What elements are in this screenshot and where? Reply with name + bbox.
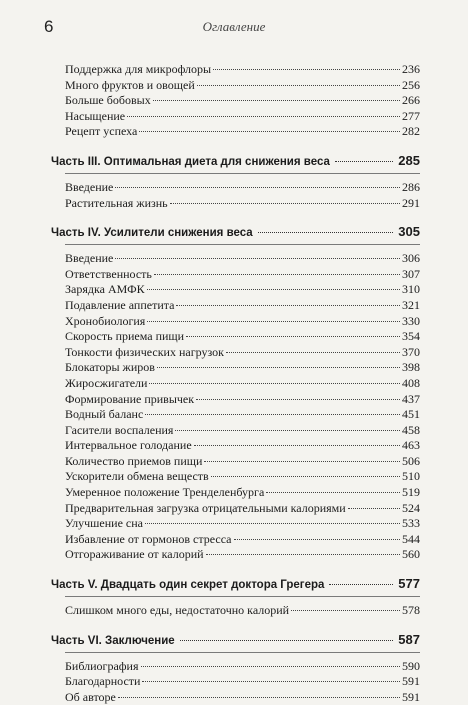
toc-entry: [51, 93, 420, 109]
dot-leader: [266, 492, 400, 493]
toc-entry: [51, 516, 420, 532]
toc-entry-page: 277: [402, 108, 420, 123]
toc-entry-title: Водный баланс: [65, 407, 144, 422]
toc-entry-page: 286: [402, 179, 420, 194]
dot-leader: [118, 697, 400, 698]
dot-leader: [154, 274, 400, 275]
dot-leader: [115, 258, 400, 259]
toc-entry-page: 510: [402, 469, 420, 484]
toc-part-heading: [51, 223, 420, 240]
dot-leader: [196, 399, 400, 400]
toc-entry-title: Больше бобовых: [65, 93, 151, 108]
part-divider: [65, 244, 420, 245]
dot-leader: [197, 85, 400, 86]
dot-leader: [258, 232, 394, 233]
toc-entry-title: Введение: [65, 251, 114, 266]
toc-entry: [51, 438, 420, 454]
part-divider: [65, 173, 420, 174]
toc-entry-title: Количество приемов пищи: [65, 453, 203, 468]
toc-entry-page: 310: [402, 282, 420, 297]
toc-entry: [51, 329, 420, 345]
toc-entry-title: Интервальное голодание: [65, 438, 192, 453]
dot-leader: [211, 476, 400, 477]
toc-entry: [51, 674, 420, 690]
dot-leader: [234, 539, 400, 540]
dot-leader: [335, 161, 393, 162]
toc-entry-page: 560: [402, 547, 420, 562]
dot-leader: [180, 640, 394, 641]
toc-entry-page: 578: [402, 603, 420, 618]
toc-entry-page: 458: [402, 422, 420, 437]
toc-entry-title: Подавление аппетита: [65, 297, 175, 312]
table-of-contents: [51, 62, 420, 705]
dot-leader: [348, 508, 400, 509]
toc-entry: [51, 485, 420, 501]
toc-entry: [51, 345, 420, 361]
toc-entry: [51, 298, 420, 314]
toc-entry-title: Много фруктов и овощей: [65, 77, 195, 92]
toc-part-heading: [51, 575, 420, 592]
dot-leader: [147, 289, 400, 290]
toc-entry-title: Слишком много еды, недостаточно калорий: [65, 603, 290, 618]
toc-entry-page: 506: [402, 453, 420, 468]
toc-entry: [51, 659, 420, 675]
toc-entry-title: Гасители воспаления: [65, 422, 174, 437]
dot-leader: [194, 445, 400, 446]
toc-entry-page: 291: [402, 195, 420, 210]
toc-entry: [51, 196, 420, 212]
toc-entry-title: Растительная жизнь: [65, 195, 168, 210]
toc-entry: [51, 78, 420, 94]
toc-entry-title: Ответственность: [65, 266, 152, 281]
part-divider: [65, 652, 420, 653]
dot-leader: [141, 666, 401, 667]
toc-entry-page: 321: [402, 297, 420, 312]
toc-entry-title: Часть V. Двадцать один секрет доктора Грегера: [51, 579, 325, 592]
dot-leader: [157, 367, 400, 368]
toc-entry-page: 354: [402, 329, 420, 344]
toc-entry-page: 305: [398, 224, 420, 240]
toc-part-heading: [51, 152, 420, 169]
toc-entry-title: Отгораживание от калорий: [65, 547, 204, 562]
toc-entry-title: Умеренное положение Тренделенбурга: [65, 485, 265, 500]
toc-entry-page: 236: [402, 62, 420, 76]
toc-entry-page: 256: [402, 77, 420, 92]
dot-leader: [142, 681, 400, 682]
toc-entry: [51, 603, 420, 619]
toc-entry-page: 591: [402, 674, 420, 689]
toc-entry-page: 451: [402, 407, 420, 422]
dot-leader: [186, 336, 400, 337]
toc-entry: [51, 376, 420, 392]
toc-entry: [51, 501, 420, 517]
toc-entry-title: Введение: [65, 179, 114, 194]
toc-entry-title: Благодарности: [65, 674, 141, 689]
toc-entry-title: Жиросжигатели: [65, 375, 148, 390]
toc-entry-title: Блокаторы жиров: [65, 360, 155, 375]
dot-leader: [204, 461, 400, 462]
toc-entry-title: Тонкости физических нагрузок: [65, 344, 224, 359]
toc-entry-page: 590: [402, 658, 420, 673]
toc-entry: [51, 454, 420, 470]
toc-entry-page: 463: [402, 438, 420, 453]
toc-entry-page: 587: [398, 631, 420, 647]
toc-entry: [51, 360, 420, 376]
dot-leader: [175, 430, 400, 431]
toc-entry-title: Ускорители обмена веществ: [65, 469, 209, 484]
toc-entry-page: 533: [402, 516, 420, 531]
toc-entry: [51, 109, 420, 125]
toc-entry-title: Библиография: [65, 658, 139, 673]
dot-leader: [127, 116, 400, 117]
toc-entry-page: 591: [402, 689, 420, 704]
toc-entry-page: 544: [402, 531, 420, 546]
running-head: Оглавление: [202, 19, 266, 34]
toc-entry-title: Часть VI. Заключение: [51, 634, 175, 647]
toc-entry-title: Предварительная загрузка отрицательными калориями: [65, 500, 346, 515]
dot-leader: [291, 610, 400, 611]
toc-entry: [51, 532, 420, 548]
toc-entry-page: 307: [402, 266, 420, 281]
toc-entry-title: Формирование привычек: [65, 391, 195, 406]
toc-entry-page: 266: [402, 93, 420, 108]
dot-leader: [206, 554, 400, 555]
toc-part-heading: [51, 631, 420, 648]
toc-entry: [51, 407, 420, 423]
toc-entry: [51, 251, 420, 267]
toc-entry: [51, 267, 420, 283]
toc-entry-title: Об авторе: [65, 689, 116, 704]
toc-entry-page: 524: [402, 500, 420, 515]
toc-entry: [51, 180, 420, 196]
toc-entry-page: 577: [398, 576, 420, 592]
toc-entry-page: 285: [398, 152, 420, 168]
dot-leader: [149, 383, 400, 384]
toc-entry: [51, 423, 420, 439]
dot-leader: [170, 203, 400, 204]
toc-entry: [51, 547, 420, 563]
dot-leader: [145, 414, 400, 415]
toc-entry-title: Зарядка АМФК: [65, 282, 145, 297]
page-number: 6: [44, 17, 54, 36]
toc-entry-title: Насыщение: [65, 108, 126, 123]
toc-entry: [51, 392, 420, 408]
dot-leader: [145, 523, 400, 524]
dot-leader: [176, 305, 400, 306]
dot-leader: [139, 131, 400, 132]
toc-entry-title: Рецепт успеха: [65, 124, 138, 139]
toc-entry-title: Скорость приема пищи: [65, 329, 185, 344]
toc-entry-page: 370: [402, 344, 420, 359]
toc-entry: [51, 124, 420, 140]
dot-leader: [226, 352, 400, 353]
dot-leader: [213, 69, 400, 70]
dot-leader: [329, 584, 393, 585]
toc-entry-title: Поддержка для микрофлоры: [65, 62, 212, 76]
dot-leader: [115, 187, 400, 188]
toc-entry-title: Хронобиология: [65, 313, 146, 328]
toc-entry-title: Улучшение сна: [65, 516, 143, 531]
toc-entry-title: Часть III. Оптимальная диета для снижения веса: [51, 155, 330, 168]
toc-entry-page: 398: [402, 360, 420, 375]
toc-entry-page: 437: [402, 391, 420, 406]
toc-entry-page: 330: [402, 313, 420, 328]
toc-entry: [51, 62, 420, 78]
toc-entry: [51, 690, 420, 705]
toc-entry-page: 519: [402, 485, 420, 500]
dot-leader: [153, 100, 400, 101]
toc-entry-title: Избавление от гормонов стресса: [65, 531, 232, 546]
toc-entry: [51, 469, 420, 485]
toc-entry-title: Часть IV. Усилители снижения веса: [51, 227, 253, 240]
toc-entry: [51, 314, 420, 330]
dot-leader: [147, 321, 400, 322]
toc-entry-page: 408: [402, 375, 420, 390]
part-divider: [65, 596, 420, 597]
toc-entry-page: 306: [402, 251, 420, 266]
toc-entry: [51, 282, 420, 298]
toc-entry-page: 282: [402, 124, 420, 139]
